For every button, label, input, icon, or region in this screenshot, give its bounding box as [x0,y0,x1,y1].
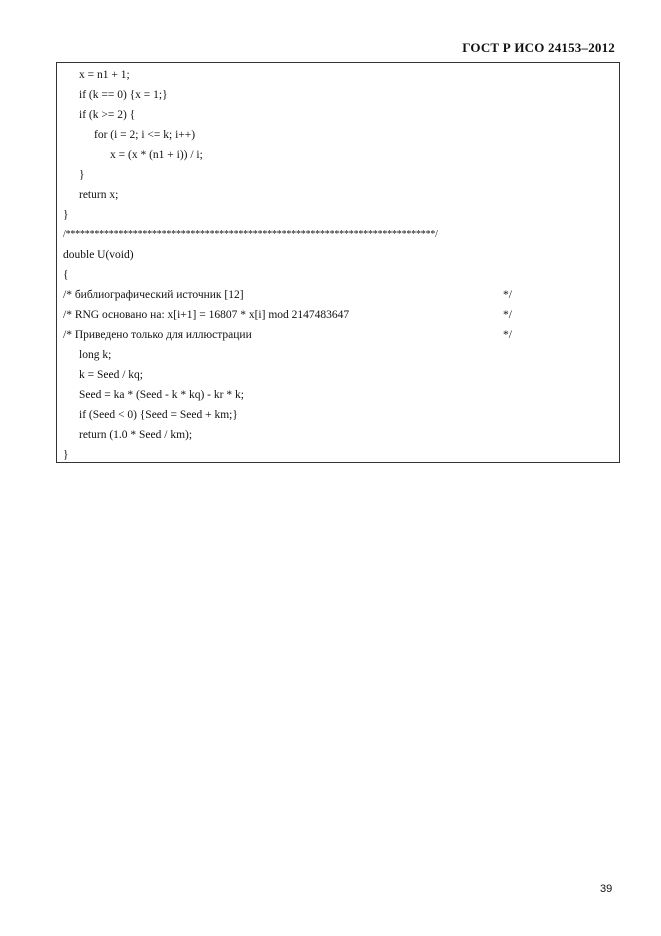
comment-line: /* Приведено только для иллюстрации [63,329,252,341]
code-line: if (k == 0) {x = 1;} [79,89,168,101]
comment-end-marker: */ [503,309,512,321]
code-line: x = n1 + 1; [79,69,130,81]
code-line: double U(void) [63,249,134,261]
code-listing-frame [56,62,620,463]
code-line: if (k >= 2) { [79,109,136,121]
comment-line: /* RNG основано на: x[i+1] = 16807 * x[i] mod 2147483647 [63,309,350,321]
comment-line: /* библиографический источник [12] [63,289,244,301]
document-header: ГОСТ Р ИСО 24153–2012 [462,40,615,55]
comment-end-marker: */ [503,329,512,341]
code-line: if (Seed < 0) {Seed = Seed + km;} [79,409,238,421]
code-line: return x; [79,189,119,201]
code-line: for (i = 2; i <= k; i++) [94,129,196,141]
page-number: 39 [600,883,613,895]
code-line: Seed = ka * (Seed - k * kq) - kr * k; [79,389,244,401]
code-line: } [79,169,85,181]
comment-end-marker: */ [503,289,512,301]
code-line: k = Seed / kq; [79,369,143,381]
code-line: { [63,269,69,281]
code-line: } [63,449,69,461]
code-line: return (1.0 * Seed / km); [79,429,193,441]
code-line: x = (x * (n1 + i)) / i; [110,149,203,161]
code-line: } [63,209,69,221]
comment-separator-line: /*****************************************************************************/ [63,229,438,240]
code-line: long k; [79,349,112,361]
